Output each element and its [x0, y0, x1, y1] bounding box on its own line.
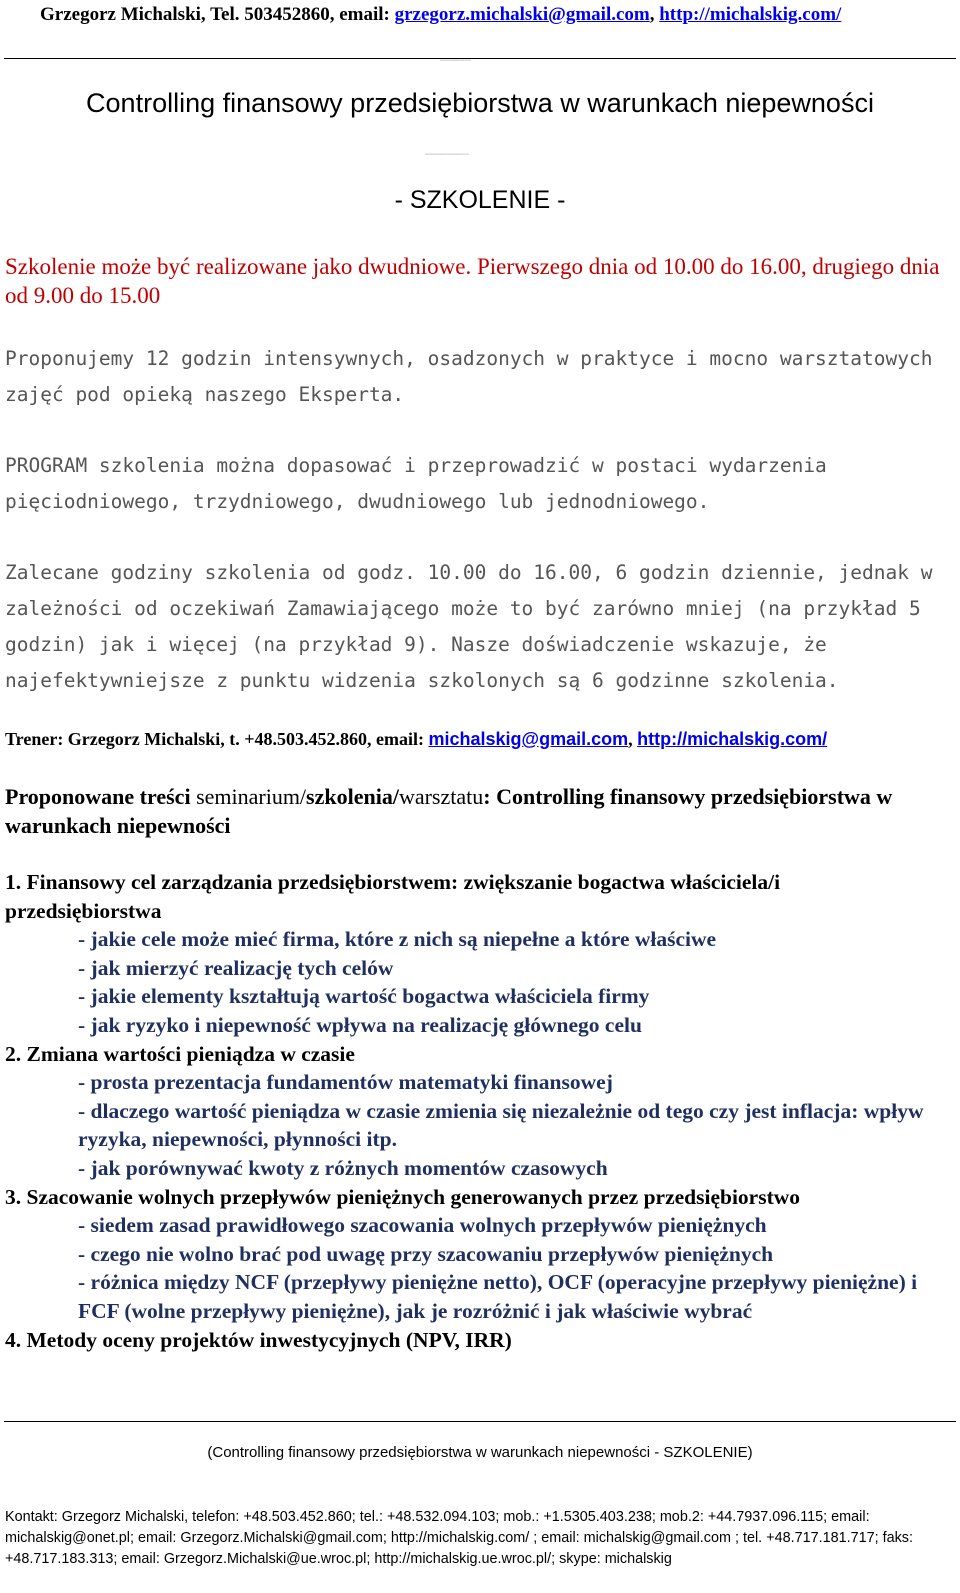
program-list: [5, 868, 940, 1354]
section-1-item: - jak mierzyć realizację tych celów: [78, 955, 394, 980]
section-2-item: - prosta prezentacja fundamentów matematyki finansowej: [78, 1070, 613, 1095]
section-3-item: - siedem zasad prawidłowego szacowania wolnych przepływów pieniężnych: [78, 1213, 767, 1238]
section-1-title: 1. Finansowy cel zarządzania przedsiębiorstwem: zwiększanie bogactwa właściciela/i przedsiębiorstwa: [5, 870, 781, 923]
content-heading-part5: : Controlling finansowy przedsiębiorstwa w warunkach niepewności: [5, 784, 893, 838]
footer-contact: Kontakt: Grzegorz Michalski, telefon: +48.503.452.860; tel.: +48.532.094.103; mob.: +1.5305.403.238; mob.2: +44.7937.096.115; email: michalskig@onet.pl; email: Grzegorz.Michalski@gmail.com; http://michalskig.com/ ; email: michalskig@gmail.com ; tel. +48.717.181.717; faks: +48.717.183.313; email: Grzegorz.Michalski@ue.wroc.pl; http://michalskig.ue.wroc.pl/; skype: michalskig: [5, 1509, 914, 1567]
section-2-item: - dlaczego wartość pieniądza w czasie zmienia się niezależnie od tego czy jest inflacja: wpływ ryzyka, niepewności, płynności itp.: [78, 1098, 924, 1152]
document-subtitle: - SZKOLENIE -: [394, 186, 566, 214]
section-3-item: - czego nie wolno brać pod uwagę przy szacowaniu przepływów pieniężnych: [78, 1241, 774, 1266]
header-contact-text: Grzegorz Michalski, Tel. 503452860, email:: [40, 4, 395, 25]
trainer-line: [5, 729, 827, 750]
content-heading-part4: warsztatu: [398, 784, 484, 809]
header-email-link[interactable]: grzegorz.michalski@gmail.com: [394, 4, 650, 25]
header-separator: ,: [649, 4, 660, 25]
schedule-note: Szkolenie może być realizowane jako dwudniowe. Pierwszego dnia od 10.00 do 16.00, drugiego dnia od 9.00 do 15.00: [5, 254, 940, 308]
header-website-link[interactable]: http://michalskig.com/: [659, 4, 842, 25]
footer-title: (Controlling finansowy przedsiębiorstwa w warunkach niepewności - SZKOLENIE): [207, 1444, 753, 1461]
section-1-item: - jak ryzyko i niepewność wpływa na realizację głównego celu: [78, 1012, 642, 1037]
section-1-item: - jakie elementy kształtują wartość bogactwa właściciela firmy: [78, 984, 650, 1009]
trainer-text: Trener: Grzegorz Michalski, t. +48.503.452.860, email:: [5, 729, 429, 749]
content-heading: [5, 782, 905, 840]
header-faint-mark: ▪▪▪▪▪▪▪▪▪▪▪▪▪▪▪▪▪▪▪▪▪▪▪▪▪▪▪▪▪: [440, 58, 471, 62]
title-faint-mark: ▪▪▪▪▪▪▪▪▪▪▪▪▪▪▪▪▪▪▪▪▪▪▪▪▪▪▪▪▪▪▪▪▪▪▪▪▪▪▪▪▪: [425, 152, 469, 156]
section-2-title: 2. Zmiana wartości pieniądza w czasie: [5, 1041, 355, 1066]
section-3-item: - różnica między NCF (przepływy pieniężne netto), OCF (operacyjne przepływy pieniężne) i FCF (wolne przepływy pieniężne), jak je rozróżnić i jak właściwie wybrać: [78, 1270, 918, 1323]
trainer-separator: ,: [628, 729, 638, 749]
content-heading-part2: seminarium/: [196, 784, 307, 809]
section-3-title: 3. Szacowanie wolnych przepływów pieniężnych generowanych przez przedsiębiorstwo: [5, 1184, 801, 1209]
intro-paragraph: Proponujemy 12 godzin intensywnych, osadzonych w praktyce i mocno warsztatowych zajęć pod opieką naszego Eksperta.: [5, 347, 933, 406]
section-2-item: - jak porównywać kwoty z różnych momentów czasowych: [78, 1155, 608, 1180]
content-heading-part3: szkolenia/: [306, 784, 399, 809]
hours-paragraph: Zalecane godziny szkolenia od godz. 10.00 do 16.00, 6 godzin dziennie, jednak w zależności od oczekiwań Zamawiającego może to być zarówno mniej (na przykład 5 godzin) jak i więcej (na przykład 9). Nasze doświadczenie wskazuje, że najefektywniejsze z punktu widzenia szkolonych są 6 godzinne szkolenia.: [5, 561, 933, 692]
page-header: [40, 4, 841, 26]
trainer-website-link[interactable]: http://michalskig.com/: [637, 729, 828, 749]
document-title: Controlling finansowy przedsiębiorstwa w warunkach niepewności: [86, 88, 874, 118]
trainer-email-link[interactable]: michalskig@gmail.com: [428, 729, 629, 749]
header-divider: [4, 58, 956, 59]
section-4-title: 4. Metody oceny projektów inwestycyjnych (NPV, IRR): [5, 1327, 512, 1352]
footer-divider: [4, 1421, 956, 1422]
content-heading-part1: Proponowane treści: [5, 784, 197, 809]
program-paragraph: PROGRAM szkolenia można dopasować i przeprowadzić w postaci wydarzenia pięciodniowego, trzydniowego, dwudniowego lub jednodniowego.: [5, 454, 827, 513]
section-1-item: - jakie cele może mieć firma, które z nich są niepełne a które właściwe: [78, 927, 717, 952]
